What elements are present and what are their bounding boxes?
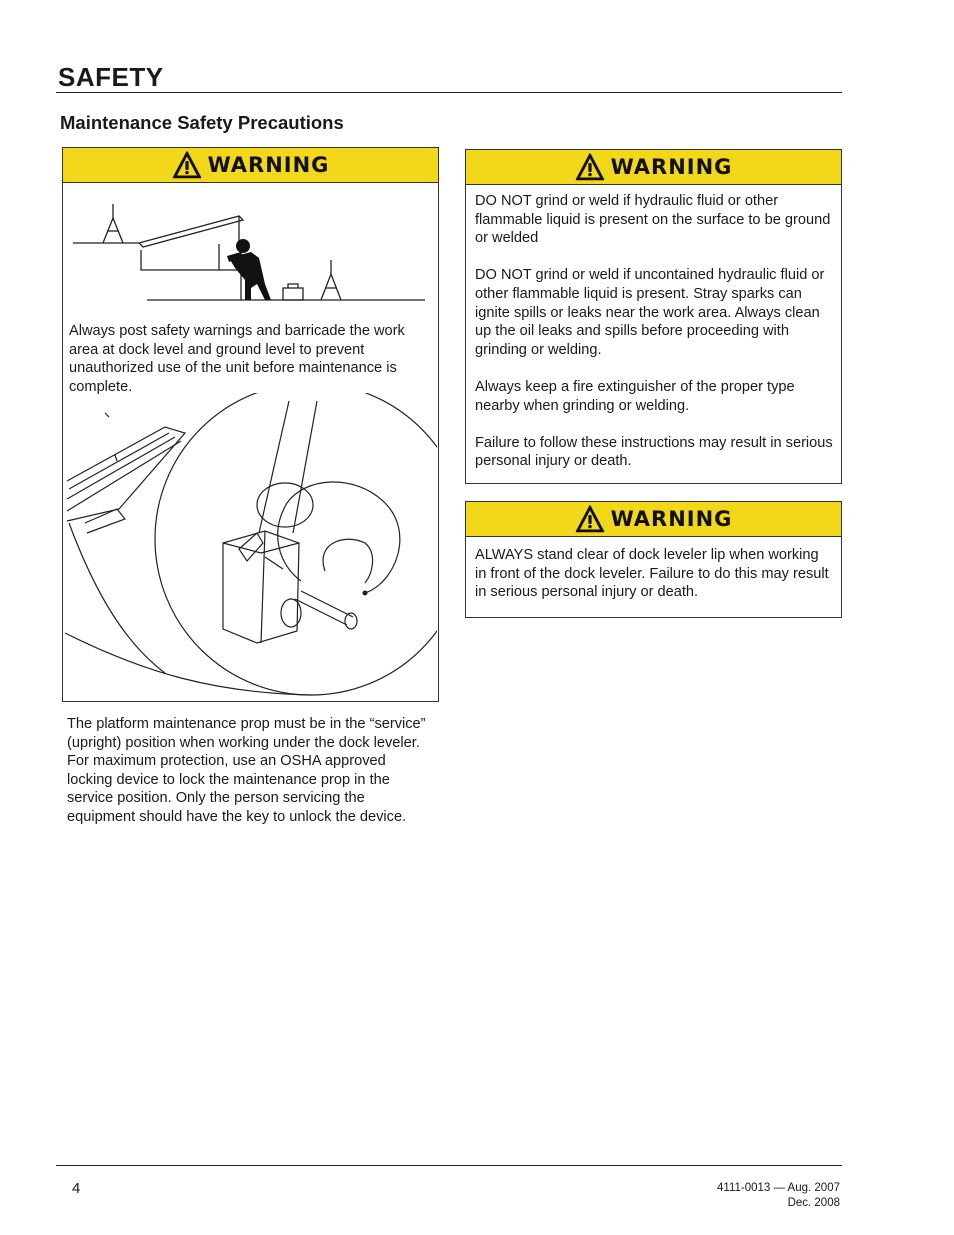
warning-header (466, 150, 841, 185)
warning-triangle-icon (575, 152, 605, 182)
warning-header (63, 148, 438, 183)
warning-box-grinding (465, 149, 842, 484)
document-id (717, 1181, 840, 1211)
warning-text-lip: ALWAYS stand clear of dock leveler lip when working in front of the dock leveler. Failure to do this may result in serious personal injury or death. (475, 547, 829, 601)
maintenance-prop-illustration (65, 393, 437, 701)
warning-label: WARNING (610, 507, 733, 531)
footer-divider (56, 1165, 842, 1166)
warning-paragraph: Failure to follow these instructions may result in serious personal injury or death. (475, 434, 833, 470)
warning-label: WARNING (207, 153, 330, 177)
section-title: SAFETY (58, 62, 164, 92)
page-number: 4 (72, 1180, 81, 1197)
warning-paragraph: DO NOT grind or weld if hydraulic fluid or other flammable liquid is present on the surface to be ground or welded (475, 193, 831, 247)
title-divider (56, 92, 842, 93)
warning-text-barricade: Always post safety warnings and barricade the work area at dock level and ground level to prevent unauthorized use of the unit before maintenance is complete. (69, 323, 405, 395)
warning-box-lip (465, 501, 842, 618)
barricade-illustration (69, 188, 434, 318)
doc-number: 4111-0013 — Aug. 2007 (717, 1182, 840, 1194)
warning-paragraph: DO NOT grind or weld if uncontained hydraulic fluid or other flammable liquid is present. Stray sparks can ignite spills or leaks near the work area. Always clean up the oil leaks and spills before proceeding with grinding or welding. (475, 267, 825, 358)
warning-paragraph: Always keep a fire extinguisher of the proper type nearby when grinding or welding. (475, 378, 795, 414)
warning-box-barricade (62, 147, 439, 702)
warning-triangle-icon (172, 150, 202, 180)
warning-triangle-icon (575, 504, 605, 534)
subsection-title: Maintenance Safety Precautions (60, 112, 344, 133)
warning-header (466, 502, 841, 537)
warning-text-grinding (466, 185, 841, 471)
warning-label: WARNING (610, 155, 733, 179)
revision-date: Dec. 2008 (787, 1197, 840, 1209)
maintenance-prop-paragraph: The platform maintenance prop must be in the “service” (upright) position when working under the dock leveler. For maximum protection, use an OSHA approved locking device to lock the maintenance prop in the service position. Only the person servicing the equipment should have the key to unlock the device. (67, 716, 426, 825)
